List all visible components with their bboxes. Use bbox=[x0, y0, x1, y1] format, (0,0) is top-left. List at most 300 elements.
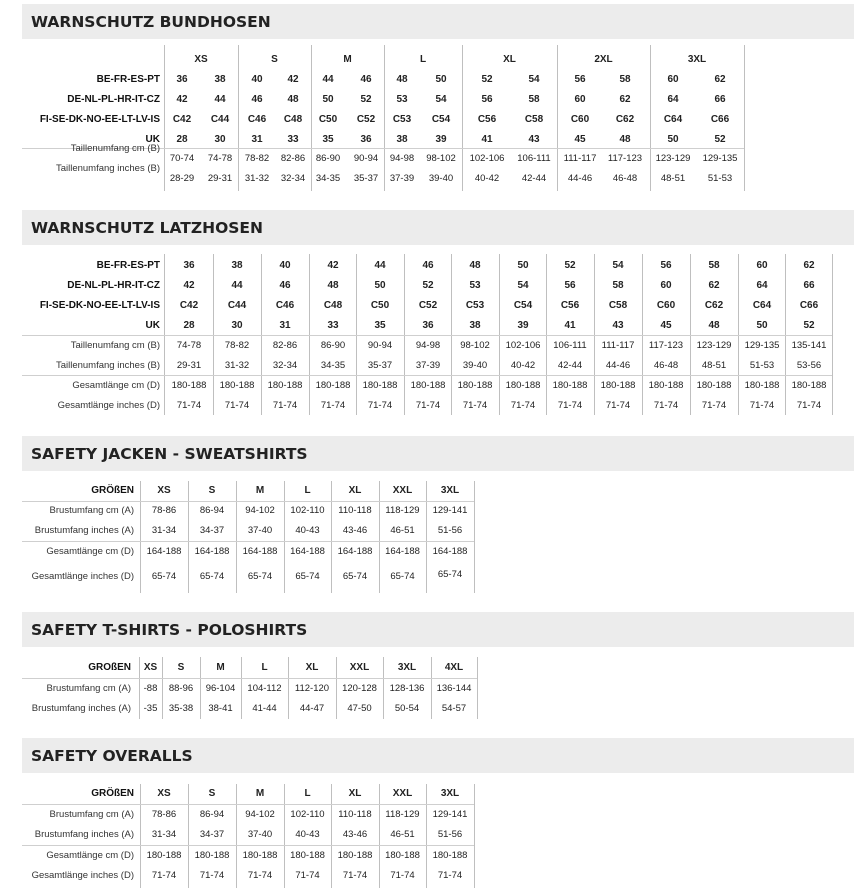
row-label: DE-NL-PL-HR-IT-CZ bbox=[67, 280, 160, 291]
section-title: WARNSCHUTZ BUNDHOSEN bbox=[31, 12, 271, 31]
size-code: 56 bbox=[564, 280, 576, 291]
size-code: C42 bbox=[179, 300, 199, 311]
row-label: Gesamtlänge cm (D) bbox=[46, 850, 134, 861]
section-title: SAFETY JACKEN - SWEATSHIRTS bbox=[31, 444, 308, 463]
measure-value: 74-78 bbox=[176, 340, 202, 351]
size-code: 48 bbox=[619, 134, 631, 145]
size-code: 64 bbox=[756, 280, 768, 291]
measure-value: 71-74 bbox=[510, 400, 536, 411]
measure-value: 32-34 bbox=[272, 360, 298, 371]
measure-value: 180-188 bbox=[146, 850, 182, 861]
measure-value: 180-188 bbox=[337, 850, 373, 861]
measure-value: 51-56 bbox=[437, 525, 463, 536]
measure-value: 40-42 bbox=[510, 360, 536, 371]
row-divider bbox=[22, 335, 832, 336]
measure-value: 46-48 bbox=[612, 173, 638, 184]
measure-value: 35-37 bbox=[353, 173, 379, 184]
measure-value: 34-35 bbox=[320, 360, 346, 371]
row-label: BE-FR-ES-PT bbox=[96, 260, 160, 271]
measure-value: 43-46 bbox=[342, 525, 368, 536]
measure-value: 110-118 bbox=[338, 505, 372, 516]
measure-value: -88 bbox=[143, 683, 158, 694]
measure-value: 41-44 bbox=[252, 703, 277, 714]
size-code: 41 bbox=[564, 320, 576, 331]
size-code: 54 bbox=[612, 260, 624, 271]
measure-value: 71-74 bbox=[272, 400, 298, 411]
row-label: Taillenumfang cm (B) bbox=[70, 143, 160, 154]
measure-value: 43-46 bbox=[342, 829, 368, 840]
measure-value: 34-37 bbox=[199, 829, 225, 840]
measure-value: 180-188 bbox=[362, 380, 398, 391]
measure-value: 120-128 bbox=[342, 683, 377, 694]
size-code: 58 bbox=[612, 280, 624, 291]
size-header: 3XL bbox=[440, 788, 460, 799]
measure-value: 129-135 bbox=[702, 153, 738, 164]
size-code: 36 bbox=[183, 260, 195, 271]
size-header: M bbox=[255, 485, 265, 496]
size-header: S bbox=[271, 54, 278, 65]
measure-value: 71-74 bbox=[749, 400, 775, 411]
size-code: 62 bbox=[803, 260, 815, 271]
size-code: C44 bbox=[227, 300, 247, 311]
measure-value: 135-141 bbox=[791, 340, 827, 351]
size-code: C58 bbox=[524, 114, 544, 125]
row-label: FI-SE-DK-NO-EE-LT-LV-IS bbox=[39, 300, 160, 311]
row-label: Gesamtlänge inches (D) bbox=[31, 571, 134, 582]
size-code: 54 bbox=[517, 280, 529, 291]
size-header: 3XL bbox=[397, 662, 417, 673]
section-header bbox=[22, 612, 854, 647]
size-code: C50 bbox=[370, 300, 390, 311]
size-header: XXL bbox=[392, 485, 413, 496]
size-code: 40 bbox=[251, 74, 263, 85]
row-divider bbox=[22, 501, 474, 502]
size-header: S bbox=[208, 485, 216, 496]
measure-value: 37-40 bbox=[247, 829, 273, 840]
measure-value: 71-74 bbox=[701, 400, 727, 411]
size-code: C56 bbox=[560, 300, 580, 311]
measure-value: 32-34 bbox=[280, 173, 306, 184]
measure-value: 71-74 bbox=[437, 870, 463, 881]
measure-value: 51-53 bbox=[749, 360, 775, 371]
measure-value: 180-188 bbox=[242, 850, 278, 861]
size-code: 33 bbox=[327, 320, 339, 331]
row-label: BE-FR-ES-PT bbox=[96, 74, 160, 85]
size-code: 52 bbox=[422, 280, 434, 291]
measure-value: 180-188 bbox=[744, 380, 780, 391]
size-code: 58 bbox=[528, 94, 540, 105]
size-code: 38 bbox=[469, 320, 481, 331]
size-code: 48 bbox=[287, 94, 299, 105]
row-label: UK bbox=[145, 320, 160, 331]
measure-value: 106-111 bbox=[553, 340, 587, 351]
measure-value: 40-43 bbox=[295, 525, 320, 536]
measure-value: 164-188 bbox=[385, 546, 420, 557]
measure-value: 50-54 bbox=[394, 703, 420, 714]
size-code: 56 bbox=[574, 74, 586, 85]
measure-value: 53-56 bbox=[796, 360, 822, 371]
size-code: 38 bbox=[231, 260, 243, 271]
measure-value: 123-129 bbox=[696, 340, 732, 351]
size-code: 46 bbox=[251, 94, 263, 105]
size-code: 56 bbox=[660, 260, 672, 271]
measure-value: 71-74 bbox=[462, 400, 488, 411]
measure-value: 31-32 bbox=[244, 173, 270, 184]
size-code: 58 bbox=[619, 74, 631, 85]
size-header: L bbox=[261, 662, 268, 673]
measure-value: 102-110 bbox=[290, 505, 325, 516]
size-code: 56 bbox=[481, 94, 493, 105]
measure-value: 39-40 bbox=[462, 360, 488, 371]
measure-value: 180-188 bbox=[696, 380, 732, 391]
measure-value: 180-188 bbox=[791, 380, 827, 391]
measure-value: 90-94 bbox=[353, 153, 379, 164]
measure-value: 65-74 bbox=[247, 571, 273, 582]
size-code: 52 bbox=[481, 74, 493, 85]
measure-value: 28-29 bbox=[169, 173, 195, 184]
size-code: 35 bbox=[374, 320, 386, 331]
size-code: 44 bbox=[214, 94, 226, 105]
row-label: Brustumfang inches (A) bbox=[31, 703, 131, 714]
size-code: 36 bbox=[176, 74, 188, 85]
size-header: XS bbox=[157, 485, 171, 496]
section-header bbox=[22, 738, 854, 773]
measure-value: 180-188 bbox=[552, 380, 588, 391]
measure-value: 31-32 bbox=[224, 360, 250, 371]
size-code: 42 bbox=[287, 74, 299, 85]
size-header: M bbox=[216, 662, 225, 673]
measure-value: 180-188 bbox=[290, 850, 325, 861]
measure-value: 65-74 bbox=[199, 571, 225, 582]
measure-value: 78-86 bbox=[151, 809, 177, 820]
size-code: C50 bbox=[318, 114, 338, 125]
size-header: XL bbox=[503, 54, 516, 65]
size-code: 48 bbox=[327, 280, 339, 291]
measure-value: 180-188 bbox=[457, 380, 493, 391]
size-code: 50 bbox=[435, 74, 447, 85]
row-label: Taillenumfang cm (B) bbox=[70, 340, 160, 351]
size-code: 44 bbox=[322, 74, 334, 85]
size-header: L bbox=[304, 485, 311, 496]
measure-value: 71-74 bbox=[557, 400, 583, 411]
row-divider bbox=[22, 678, 477, 679]
size-code: 52 bbox=[360, 94, 372, 105]
size-code: 31 bbox=[251, 134, 263, 145]
measure-value: 65-74 bbox=[342, 571, 368, 582]
row-label: Gesamtlänge inches (D) bbox=[57, 400, 160, 411]
measure-value: 54-57 bbox=[441, 703, 467, 714]
measure-value: 71-74 bbox=[342, 870, 368, 881]
size-code: 66 bbox=[714, 94, 726, 105]
measure-value: 31-34 bbox=[151, 829, 177, 840]
column-divider bbox=[832, 254, 833, 415]
column-divider bbox=[474, 481, 475, 593]
size-header: XXL bbox=[392, 788, 413, 799]
measure-value: 102-110 bbox=[290, 809, 325, 820]
size-code: C56 bbox=[477, 114, 497, 125]
row-label: Gesamtlänge inches (D) bbox=[31, 870, 134, 881]
measure-value: 180-188 bbox=[505, 380, 541, 391]
size-code: 60 bbox=[667, 74, 679, 85]
measure-value: 94-102 bbox=[245, 505, 275, 516]
size-code: 35 bbox=[322, 134, 334, 145]
measure-value: 71-74 bbox=[390, 870, 415, 881]
size-header: XL bbox=[348, 485, 362, 496]
size-code: 62 bbox=[714, 74, 726, 85]
size-code: C62 bbox=[615, 114, 635, 125]
size-code: 50 bbox=[756, 320, 768, 331]
measure-value: 44-47 bbox=[299, 703, 325, 714]
size-code: 66 bbox=[803, 280, 815, 291]
measure-value: 71-74 bbox=[653, 400, 679, 411]
measure-value: 35-38 bbox=[168, 703, 194, 714]
row-divider bbox=[22, 375, 832, 376]
size-header: XS bbox=[157, 788, 171, 799]
size-header: XS bbox=[143, 662, 158, 673]
measure-value: 51-53 bbox=[707, 173, 733, 184]
measure-value: 71-74 bbox=[247, 870, 273, 881]
size-code: C48 bbox=[283, 114, 303, 125]
size-code: C53 bbox=[465, 300, 485, 311]
measure-value: 37-40 bbox=[247, 525, 273, 536]
section-title: SAFETY T-SHIRTS - POLOSHIRTS bbox=[31, 620, 308, 639]
measure-value: 118-129 bbox=[385, 505, 420, 516]
measure-value: 86-94 bbox=[199, 505, 225, 516]
measure-value: 82-86 bbox=[272, 340, 298, 351]
measure-value: 136-144 bbox=[436, 683, 472, 694]
measure-value: 31-34 bbox=[151, 525, 177, 536]
measure-value: 74-78 bbox=[207, 153, 233, 164]
size-code: 42 bbox=[183, 280, 195, 291]
measure-value: 35-37 bbox=[367, 360, 393, 371]
size-code: C64 bbox=[752, 300, 772, 311]
measure-value: 70-74 bbox=[169, 153, 195, 164]
row-label: GROßEN bbox=[88, 662, 131, 673]
size-code: 38 bbox=[214, 74, 226, 85]
measure-value: 164-188 bbox=[146, 546, 182, 557]
measure-value: 88-96 bbox=[168, 683, 194, 694]
measure-value: 117-123 bbox=[607, 153, 643, 164]
measure-value: 71-74 bbox=[295, 870, 320, 881]
measure-value: 71-74 bbox=[224, 400, 250, 411]
measure-value: 71-74 bbox=[199, 870, 225, 881]
measure-value: 46-51 bbox=[390, 829, 415, 840]
size-code: 39 bbox=[435, 134, 447, 145]
size-code: 62 bbox=[619, 94, 631, 105]
size-code: C58 bbox=[608, 300, 628, 311]
measure-value: 71-74 bbox=[796, 400, 822, 411]
measure-value: 29-31 bbox=[176, 360, 202, 371]
size-code: 28 bbox=[176, 134, 188, 145]
size-code: C42 bbox=[172, 114, 192, 125]
measure-value: 78-82 bbox=[224, 340, 250, 351]
measure-value: 117-123 bbox=[648, 340, 684, 351]
measure-value: 37-39 bbox=[415, 360, 441, 371]
size-code: 43 bbox=[612, 320, 624, 331]
measure-value: 78-86 bbox=[151, 505, 177, 516]
size-code: 50 bbox=[374, 280, 386, 291]
row-divider bbox=[22, 845, 474, 846]
measure-value: 71-74 bbox=[176, 400, 202, 411]
size-code: 38 bbox=[396, 134, 408, 145]
measure-value: 102-106 bbox=[469, 153, 505, 164]
row-divider bbox=[22, 804, 474, 805]
section-header bbox=[22, 436, 854, 471]
measure-value: 37-39 bbox=[389, 173, 415, 184]
size-code: 62 bbox=[708, 280, 720, 291]
measure-value: 106-111 bbox=[517, 153, 551, 164]
measure-value: 86-90 bbox=[315, 153, 341, 164]
size-code: 45 bbox=[574, 134, 586, 145]
measure-value: -35 bbox=[143, 703, 158, 714]
size-code: C46 bbox=[247, 114, 267, 125]
size-code: 48 bbox=[396, 74, 408, 85]
size-header: S bbox=[208, 788, 216, 799]
measure-value: 180-188 bbox=[194, 850, 230, 861]
measure-value: 180-188 bbox=[315, 380, 351, 391]
size-header: L bbox=[304, 788, 311, 799]
size-code: C54 bbox=[431, 114, 451, 125]
size-code: 50 bbox=[517, 260, 529, 271]
measure-value: 40-43 bbox=[295, 829, 320, 840]
size-code: 50 bbox=[322, 94, 334, 105]
size-code: C60 bbox=[570, 114, 590, 125]
column-divider bbox=[474, 784, 475, 888]
measure-value: 164-188 bbox=[432, 546, 468, 557]
size-header: XL bbox=[348, 788, 362, 799]
size-code: 39 bbox=[517, 320, 529, 331]
size-header: 2XL bbox=[594, 54, 613, 65]
size-code: 44 bbox=[231, 280, 243, 291]
measure-value: 112-120 bbox=[294, 683, 330, 694]
size-code: 33 bbox=[287, 134, 299, 145]
row-label: Taillenumfang inches (B) bbox=[55, 163, 160, 174]
row-label: Brustumfang cm (A) bbox=[49, 809, 134, 820]
size-code: C44 bbox=[210, 114, 230, 125]
measure-value: 86-90 bbox=[320, 340, 346, 351]
size-code: 31 bbox=[279, 320, 291, 331]
size-header: 4XL bbox=[444, 662, 464, 673]
size-code: 44 bbox=[374, 260, 386, 271]
measure-value: 129-135 bbox=[744, 340, 780, 351]
size-code: 28 bbox=[183, 320, 195, 331]
size-code: 54 bbox=[435, 94, 447, 105]
section-title: SAFETY OVERALLS bbox=[31, 746, 193, 765]
measure-value: 96-104 bbox=[205, 683, 236, 694]
row-label: UK bbox=[145, 134, 160, 145]
measure-value: 180-188 bbox=[600, 380, 636, 391]
measure-value: 118-129 bbox=[385, 809, 420, 820]
size-code: 52 bbox=[564, 260, 576, 271]
size-code: C66 bbox=[710, 114, 730, 125]
measure-value: 48-51 bbox=[660, 173, 686, 184]
size-code: C66 bbox=[799, 300, 819, 311]
measure-value: 128-136 bbox=[389, 683, 425, 694]
row-label: GRÖßEN bbox=[91, 788, 134, 799]
measure-value: 40-42 bbox=[474, 173, 500, 184]
section-title: WARNSCHUTZ LATZHOSEN bbox=[31, 218, 263, 237]
measure-value: 111-117 bbox=[601, 340, 635, 351]
measure-value: 34-35 bbox=[315, 173, 341, 184]
measure-value: 42-44 bbox=[557, 360, 583, 371]
size-code: C52 bbox=[356, 114, 376, 125]
measure-value: 129-141 bbox=[432, 809, 468, 820]
size-code: 42 bbox=[327, 260, 339, 271]
measure-value: 129-141 bbox=[432, 505, 468, 516]
size-code: 54 bbox=[528, 74, 540, 85]
measure-value: 65-74 bbox=[295, 571, 320, 582]
size-code: 50 bbox=[667, 134, 679, 145]
size-header: XXL bbox=[349, 662, 370, 673]
size-code: 36 bbox=[360, 134, 372, 145]
size-code: 48 bbox=[469, 260, 481, 271]
measure-value: 44-46 bbox=[567, 173, 593, 184]
measure-value: 180-188 bbox=[219, 380, 255, 391]
measure-value: 90-94 bbox=[367, 340, 393, 351]
size-code: 40 bbox=[279, 260, 291, 271]
measure-value: 164-188 bbox=[290, 546, 325, 557]
size-code: 36 bbox=[422, 320, 434, 331]
measure-value: 47-50 bbox=[347, 703, 372, 714]
measure-value: 34-37 bbox=[199, 525, 225, 536]
row-label: Gesamtlänge cm (D) bbox=[46, 546, 134, 557]
row-label: Brustumfang cm (A) bbox=[46, 683, 131, 694]
size-code: 30 bbox=[231, 320, 243, 331]
measure-value: 48-51 bbox=[701, 360, 727, 371]
measure-value: 44-46 bbox=[605, 360, 631, 371]
measure-value: 94-98 bbox=[415, 340, 441, 351]
size-header: XS bbox=[194, 54, 208, 65]
size-header: L bbox=[419, 54, 427, 65]
row-label: Brustumfang inches (A) bbox=[34, 829, 134, 840]
size-code: 43 bbox=[528, 134, 540, 145]
measure-value: 123-129 bbox=[655, 153, 691, 164]
size-code: C64 bbox=[663, 114, 683, 125]
row-label: DE-NL-PL-HR-IT-CZ bbox=[67, 94, 160, 105]
measure-value: 111-117 bbox=[563, 153, 597, 164]
measure-value: 38-41 bbox=[208, 703, 233, 714]
measure-value: 102-106 bbox=[505, 340, 541, 351]
measure-value: 180-188 bbox=[432, 850, 468, 861]
measure-value: 110-118 bbox=[338, 809, 372, 820]
size-code: C54 bbox=[513, 300, 533, 311]
measure-value: 29-31 bbox=[207, 173, 233, 184]
size-code: 46 bbox=[422, 260, 434, 271]
size-code: 46 bbox=[279, 280, 291, 291]
size-code: C53 bbox=[392, 114, 412, 125]
measure-value: 39-40 bbox=[428, 173, 454, 184]
row-label: FI-SE-DK-NO-EE-LT-LV-IS bbox=[39, 114, 160, 125]
measure-value: 94-102 bbox=[245, 809, 275, 820]
size-header: 3XL bbox=[440, 485, 460, 496]
size-code: C52 bbox=[418, 300, 438, 311]
measure-value: 180-188 bbox=[410, 380, 446, 391]
size-code: 53 bbox=[396, 94, 408, 105]
size-header: XL bbox=[305, 662, 319, 673]
size-code: 64 bbox=[667, 94, 679, 105]
size-code: 48 bbox=[708, 320, 720, 331]
measure-value: 51-56 bbox=[437, 829, 463, 840]
measure-value: 71-74 bbox=[320, 400, 346, 411]
measure-value: 94-98 bbox=[389, 153, 415, 164]
row-label: Brustumfang cm (A) bbox=[49, 505, 134, 516]
size-header: 3XL bbox=[687, 54, 707, 65]
size-code: 42 bbox=[176, 94, 188, 105]
measure-value: 65-74 bbox=[151, 571, 177, 582]
measure-value: 46-48 bbox=[653, 360, 679, 371]
measure-value: 65-74 bbox=[390, 571, 415, 582]
size-code: 41 bbox=[481, 134, 493, 145]
